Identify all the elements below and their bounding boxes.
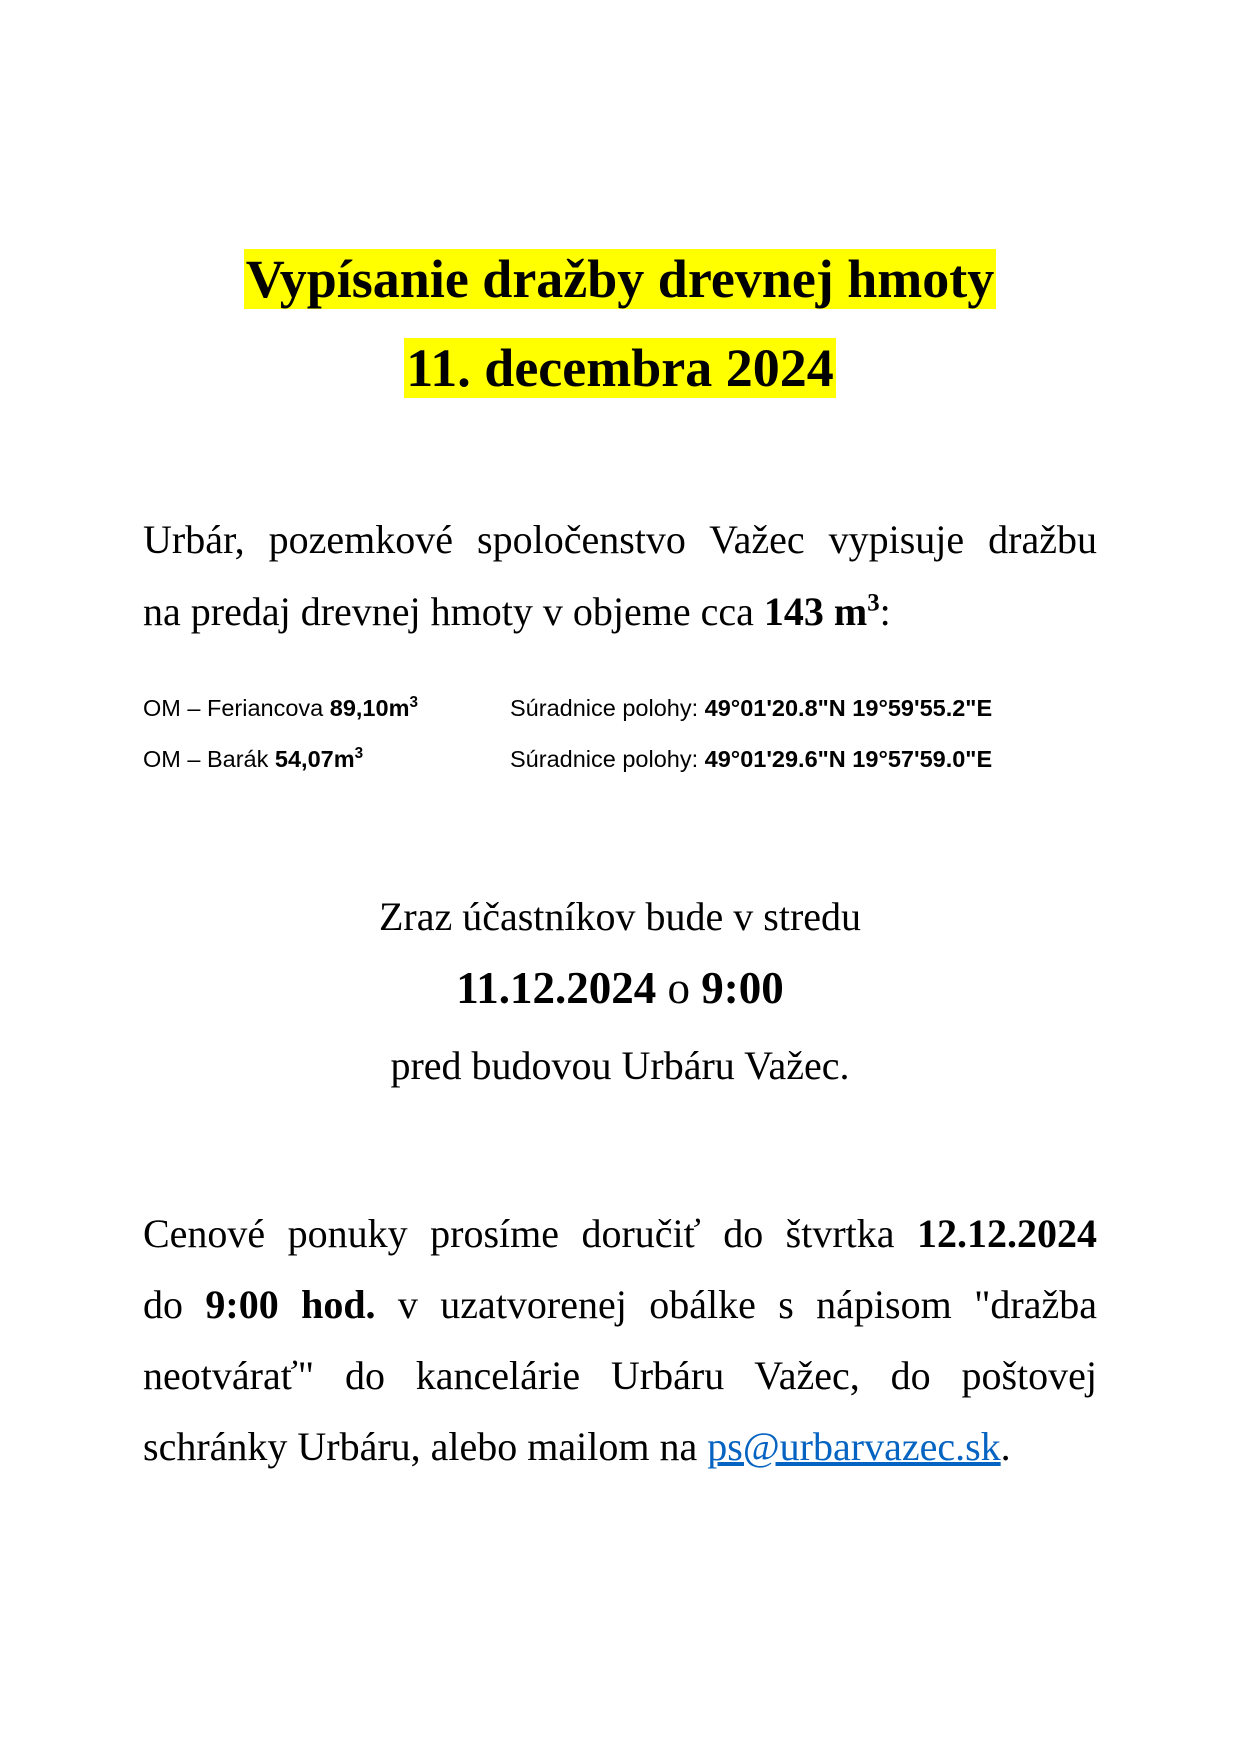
location-name	[143, 693, 418, 723]
intro-text: na predaj drevnej hmoty v objeme cca	[143, 589, 764, 634]
location-name	[143, 744, 363, 774]
location-volume-exponent: 3	[354, 745, 364, 763]
intro-colon: :	[879, 589, 891, 634]
title-line-1: Vypísanie dražby drevnej hmoty	[245, 249, 995, 309]
coords-label: Súradnice polohy:	[510, 746, 705, 772]
document-title-date	[0, 337, 1240, 399]
offers-text: v uzatvorenej obálke s nápisom "dražba	[375, 1282, 1097, 1327]
offers-text: neotvárať" do kancelárie Urbáru Važec, do poštovej	[143, 1353, 1097, 1398]
location-volume: 89,10m	[329, 695, 410, 721]
location-coordinates	[510, 693, 992, 723]
offers-line-2	[143, 1281, 1097, 1329]
meeting-place: pred budovou Urbáru Važec.	[390, 1043, 850, 1088]
title-line-2: 11. decembra 2024	[406, 338, 834, 398]
location-label: OM – Barák	[143, 746, 275, 772]
coords-label: Súradnice polohy:	[510, 695, 705, 721]
location-coordinates	[510, 744, 992, 774]
meeting-datetime	[0, 964, 1240, 1012]
email-link[interactable]: ps@urbarvazec.sk	[707, 1424, 1001, 1469]
meeting-intro: Zraz účastníkov bude v stredu	[378, 894, 862, 939]
location-volume: 54,07m	[274, 746, 355, 772]
meeting-date: 11.12.2024	[456, 963, 657, 1013]
offers-text: do	[143, 1282, 206, 1327]
location-volume-exponent: 3	[409, 694, 418, 712]
offers-period: .	[1000, 1424, 1011, 1469]
deadline-date: 12.12.2024	[917, 1211, 1097, 1256]
intro-paragraph-line-1: Urbár, pozemkové spoločenstvo Važec vypisuje dražbu	[143, 517, 1097, 562]
offers-text: schránky Urbáru, alebo mailom na	[143, 1424, 708, 1469]
location-label: OM – Feriancova	[143, 695, 330, 721]
deadline-time: 9:00 hod.	[205, 1282, 376, 1327]
coords-value: 49°01'29.6"N 19°57'59.0"E	[704, 746, 993, 772]
meeting-connector: o	[656, 963, 702, 1013]
offers-line-1	[143, 1210, 1097, 1258]
offers-text: Cenové ponuky prosíme doručiť do štvrtka	[143, 1211, 917, 1256]
intro-paragraph-line-2	[143, 588, 1097, 636]
meeting-time: 9:00	[701, 963, 784, 1013]
document-title	[0, 248, 1240, 310]
coords-value: 49°01'20.8"N 19°59'55.2"E	[704, 695, 993, 721]
offers-line-3	[143, 1352, 1097, 1400]
offers-line-4	[143, 1423, 1097, 1471]
total-volume: 143 m	[763, 589, 868, 634]
total-volume-exponent: 3	[867, 589, 880, 617]
